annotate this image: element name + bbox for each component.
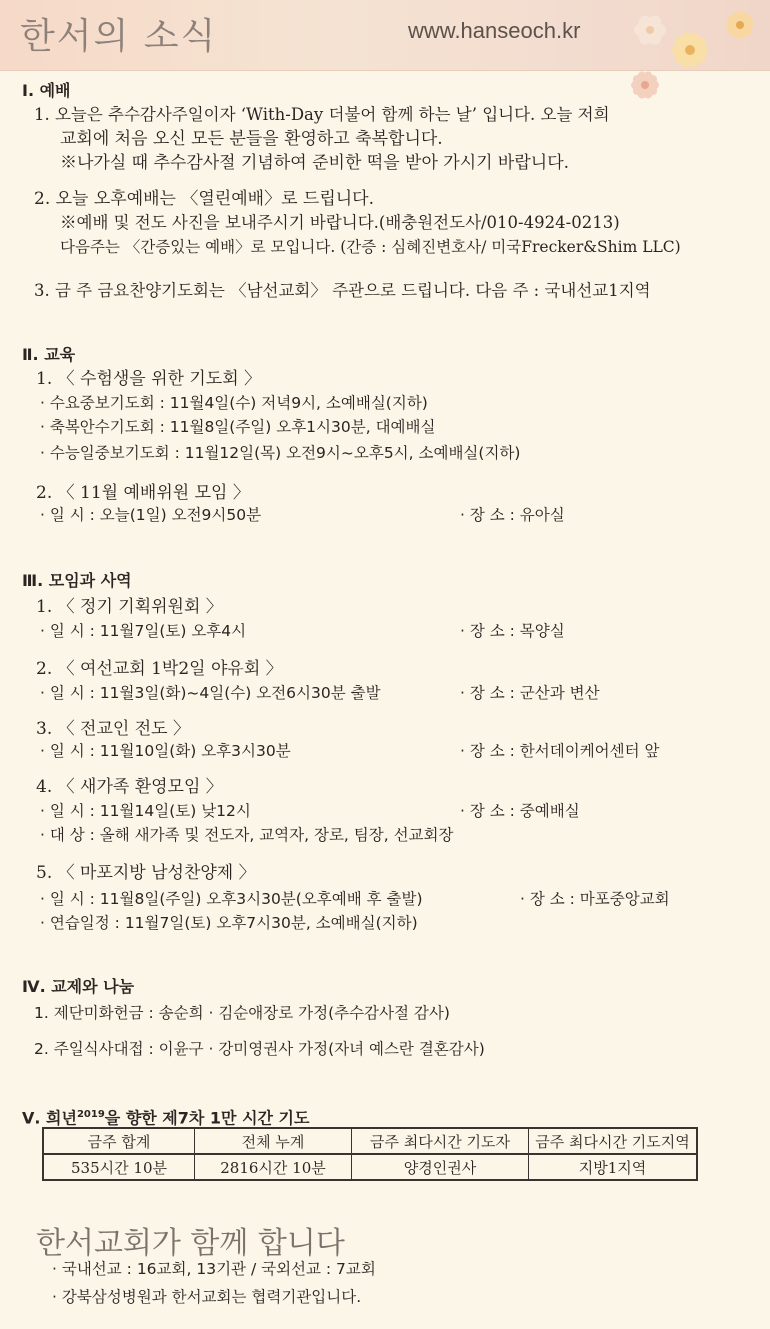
- fellowship-item-1: 1. 제단미화헌금 : 송순희 · 김순애장로 가정(추수감사절 감사): [34, 1004, 450, 1022]
- education-item-1-line-3: · 수능일중보기도회 : 11월12일(목) 오전9시~오후5시, 소예배실(지하): [40, 444, 521, 462]
- worship-item-1-line-1: 1. 오늘은 추수감사주일이자 ‘With-Day 더불어 함께 하는 날’ 입니다. 오늘 저희: [34, 105, 610, 124]
- table-header-cell: 금주 최다시간 기도지역: [529, 1128, 698, 1154]
- meeting-4-target: · 대 상 : 올해 새가족 및 전도자, 교역자, 장로, 팀장, 선교회장: [40, 826, 454, 844]
- meeting-2-where: · 장 소 : 군산과 변산: [460, 684, 600, 702]
- education-item-1-line-1: · 수요중보기도회 : 11월4일(수) 저녁9시, 소예배실(지하): [40, 394, 428, 412]
- meeting-1-where: · 장 소 : 목양실: [460, 622, 565, 640]
- section-heading-prayer: [22, 1104, 309, 1129]
- meeting-4-where: · 장 소 : 중예배실: [460, 802, 580, 820]
- prayer-heading-year: 2019: [76, 1109, 105, 1120]
- prayer-heading-post: 을 향한 제7차 1만 시간 기도: [104, 1108, 310, 1128]
- worship-item-2-line-3: 다음주는 〈간증있는 예배〉로 모입니다. (간증 : 심혜진변호사/ 미국Frecker&Shim LLC): [60, 238, 681, 256]
- education-item-2-where: · 장 소 : 유아실: [460, 506, 565, 524]
- section-heading-fellowship: Ⅳ. 교제와 나눔: [22, 977, 135, 996]
- section-heading-education: Ⅱ. 교육: [22, 345, 76, 364]
- worship-item-2-line-2: ※예배 및 전도 사진을 보내주시기 바랍니다.(배충원전도사/010-4924-0213): [60, 213, 620, 232]
- meeting-3-where: · 장 소 : 한서데이케어센터 앞: [460, 742, 660, 760]
- meeting-2-when: · 일 시 : 11월3일(화)~4일(수) 오전6시30분 출발: [40, 684, 381, 702]
- table-header-cell: 전체 누계: [195, 1128, 352, 1154]
- table-cell: 2816시간 10분: [195, 1154, 352, 1180]
- meeting-3-title: 3. 〈 전교인 전도 〉: [36, 719, 190, 739]
- worship-item-2-line-1: 2. 오늘 오후예배는 〈열린예배〉로 드립니다.: [34, 189, 374, 209]
- table-header-cell: 금주 최다시간 기도자: [352, 1128, 529, 1154]
- section-heading-worship: Ⅰ. 예배: [22, 81, 71, 100]
- education-item-2-title: 2. 〈 11월 예배위원 모임 〉: [36, 483, 250, 503]
- meeting-2-title: 2. 〈 여선교회 1박2일 야유회 〉: [36, 659, 283, 679]
- table-header-row: [43, 1128, 697, 1154]
- table-cell: 535시간 10분: [43, 1154, 195, 1180]
- footer-line-2: · 강북삼성병원과 한서교회는 협력기관입니다.: [52, 1288, 362, 1306]
- table-header-cell: 금주 합계: [43, 1128, 195, 1154]
- meeting-5-title: 5. 〈 마포지방 남성찬양제 〉: [36, 863, 256, 883]
- worship-item-3-line-1: 3. 금 주 금요찬양기도회는 〈남선교회〉 주관으로 드립니다. 다음 주 : 국내선교1지역: [34, 281, 651, 300]
- meeting-4-title: 4. 〈 새가족 환영모임 〉: [36, 777, 223, 797]
- meeting-1-title: 1. 〈 정기 기획위원회 〉: [36, 597, 223, 617]
- section-heading-meetings: Ⅲ. 모임과 사역: [22, 571, 132, 590]
- education-item-1-line-2: · 축복안수기도회 : 11월8일(주일) 오후1시30분, 대예배실: [40, 418, 436, 436]
- footer-title: 한서교회가 함께 합니다: [36, 1226, 345, 1261]
- worship-item-1-line-3: ※나가실 때 추수감사절 기념하여 준비한 떡을 받아 가시기 바랍니다.: [60, 153, 570, 173]
- table-row: [43, 1154, 697, 1180]
- meeting-5-when: · 일 시 : 11월8일(주일) 오후3시30분(오후예배 후 출발): [40, 890, 423, 908]
- table-cell: 지방1지역: [529, 1154, 698, 1180]
- meeting-5-practice: · 연습일정 : 11월7일(토) 오후7시30분, 소예배실(지하): [40, 914, 418, 932]
- website-url[interactable]: www.hanseoch.kr: [408, 18, 581, 43]
- prayer-heading-pre: Ⅴ. 희년: [22, 1108, 77, 1128]
- footer-line-1: · 국내선교 : 16교회, 13기관 / 국외선교 : 7교회: [52, 1260, 376, 1278]
- meeting-5-where: · 장 소 : 마포중앙교회: [520, 890, 670, 908]
- education-item-2-when: · 일 시 : 오늘(1일) 오전9시50분: [40, 506, 262, 524]
- prayer-stats-table: [42, 1127, 698, 1181]
- meeting-4-when: · 일 시 : 11월14일(토) 낮12시: [40, 802, 251, 820]
- newsletter-title: 한서의 소식: [20, 16, 218, 57]
- worship-item-1-line-2: 교회에 처음 오신 모든 분들을 환영하고 축복합니다.: [60, 129, 443, 149]
- meeting-1-when: · 일 시 : 11월7일(토) 오후4시: [40, 622, 247, 640]
- table-cell: 양경인권사: [352, 1154, 529, 1180]
- fellowship-item-2: 2. 주일식사대접 : 이윤구 · 강미영권사 가정(자녀 예스란 결혼감사): [34, 1040, 485, 1058]
- education-item-1-title: 1. 〈 수험생을 위한 기도회 〉: [36, 369, 262, 389]
- meeting-3-when: · 일 시 : 11월10일(화) 오후3시30분: [40, 742, 291, 760]
